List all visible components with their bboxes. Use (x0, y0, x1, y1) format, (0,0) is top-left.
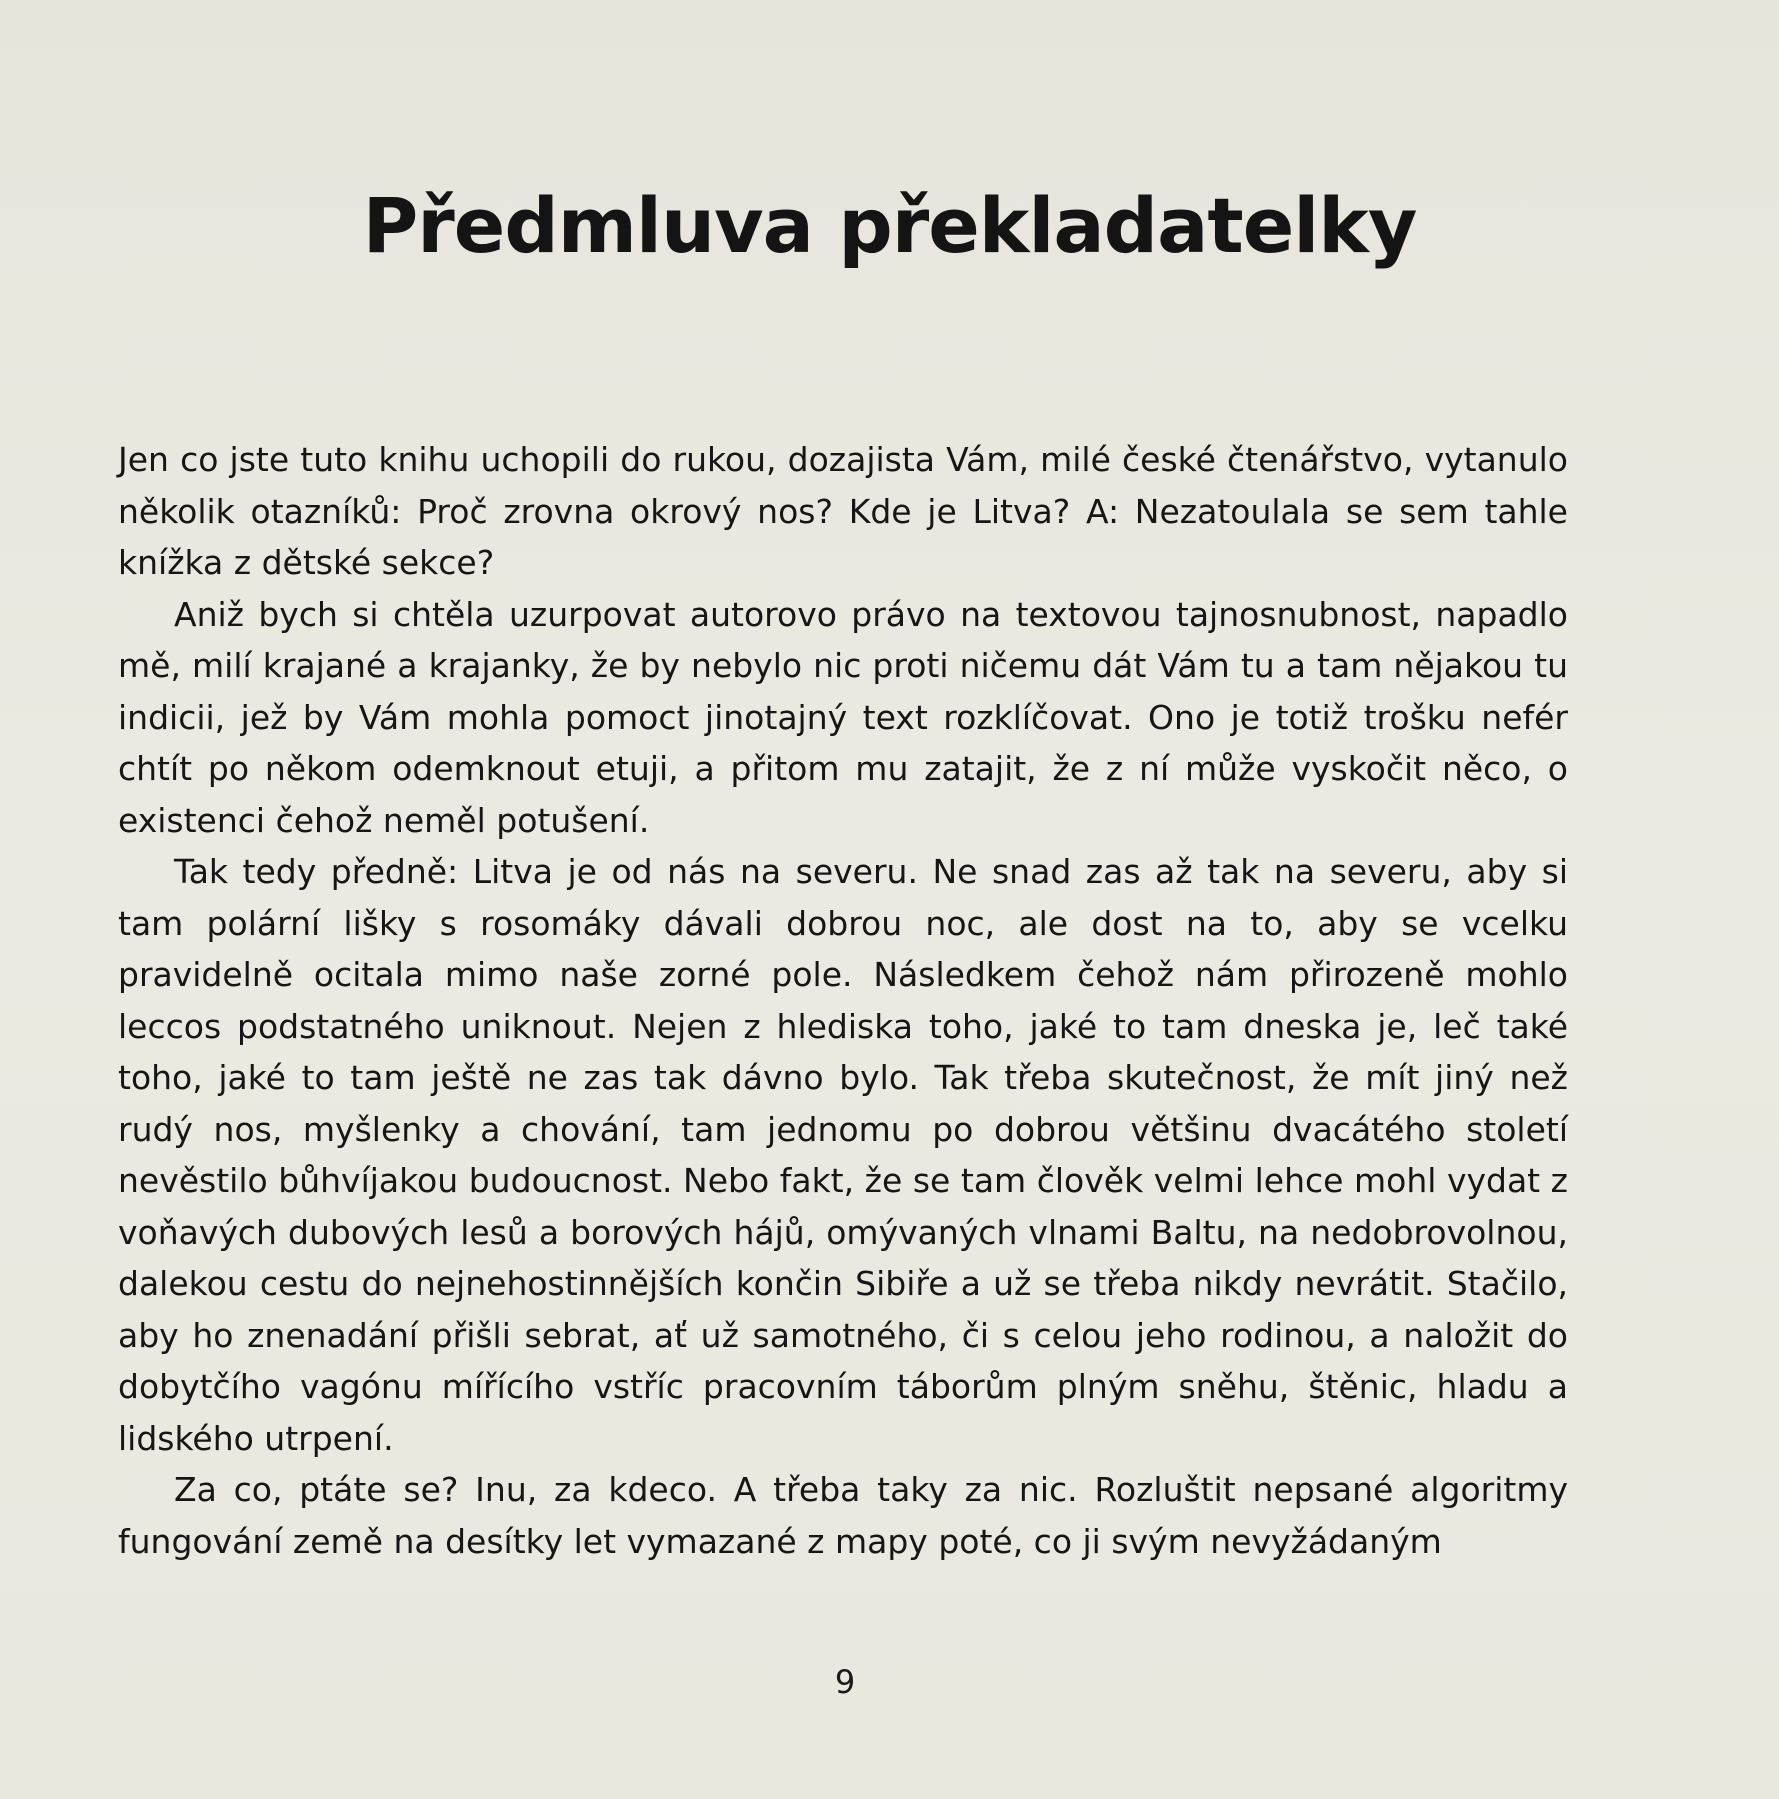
page-title: Předmluva překladatelky (362, 181, 1417, 270)
paragraph-2: Aniž bych si chtěla uzurpovat autorovo právo na textovou tajnosnubnost, napadlo mě, milí krajané a krajanky, že by nebylo nic proti ničemu dát Vám tu a tam nějakou tu indicii, jež by Vám mohla pomoct jinotajný text rozklíčovat. Ono je totiž trošku nefér chtít po někom odemknout etuji, a přitom mu zatajit, že z ní může vyskočit něco, o existenci čehož neměl potušení. (118, 594, 1568, 840)
body-text (118, 434, 1568, 1567)
page-number: 9 (834, 1663, 856, 1701)
paragraph-4: Za co, ptáte se? Inu, za kdeco. A třeba taky za nic. Rozluštit nepsané algoritmy fungování země na desítky let vymazané z mapy poté, co ji svým nevyžádaným (118, 1470, 1568, 1561)
paragraph-3: Tak tedy předně: Litva je od nás na severu. Ne snad zas až tak na severu, aby si tam polární lišky s rosomáky dávali dobrou noc, ale dost na to, aby se vcelku pravidelně ocitala mimo naše zorné pole. Následkem čehož nám přirozeně mohlo leccos podstatného uniknout. Nejen z hlediska toho, jaké to tam dneska je, leč také toho, jaké to tam ještě ne zas tak dávno bylo. Tak třeba skutečnost, že mít jiný než rudý nos, myšlenky a chování, tam jednomu po dobrou většinu dvacátého století nevěstilo bůhvíjakou budoucnost. Nebo fakt, že se tam člověk velmi lehce mohl vydat z voňavých dubových lesů a borových hájů, omývaných vlnami Baltu, na nedobrovolnou, dalekou cestu do nejnehostinnějších končin Sibiře a už se třeba nikdy nevrátit. Stačilo, aby ho znenadání přišli sebrat, ať už samotného, či s celou jeho rodinou, a naložit do dobytčího vagónu mířícího vstříc pracovním táborům plným sněhu, štěnic, hladu a lidského utrpení. (118, 852, 1568, 1458)
paragraph-1: Jen co jste tuto knihu uchopili do rukou, dozajista Vám, milé české čtenářstvo, vytanulo několik otazníků: Proč zrovna okrový nos? Kde je Litva? A: Nezatoulala se sem tahle knížka z dětské sekce? (118, 440, 1568, 582)
